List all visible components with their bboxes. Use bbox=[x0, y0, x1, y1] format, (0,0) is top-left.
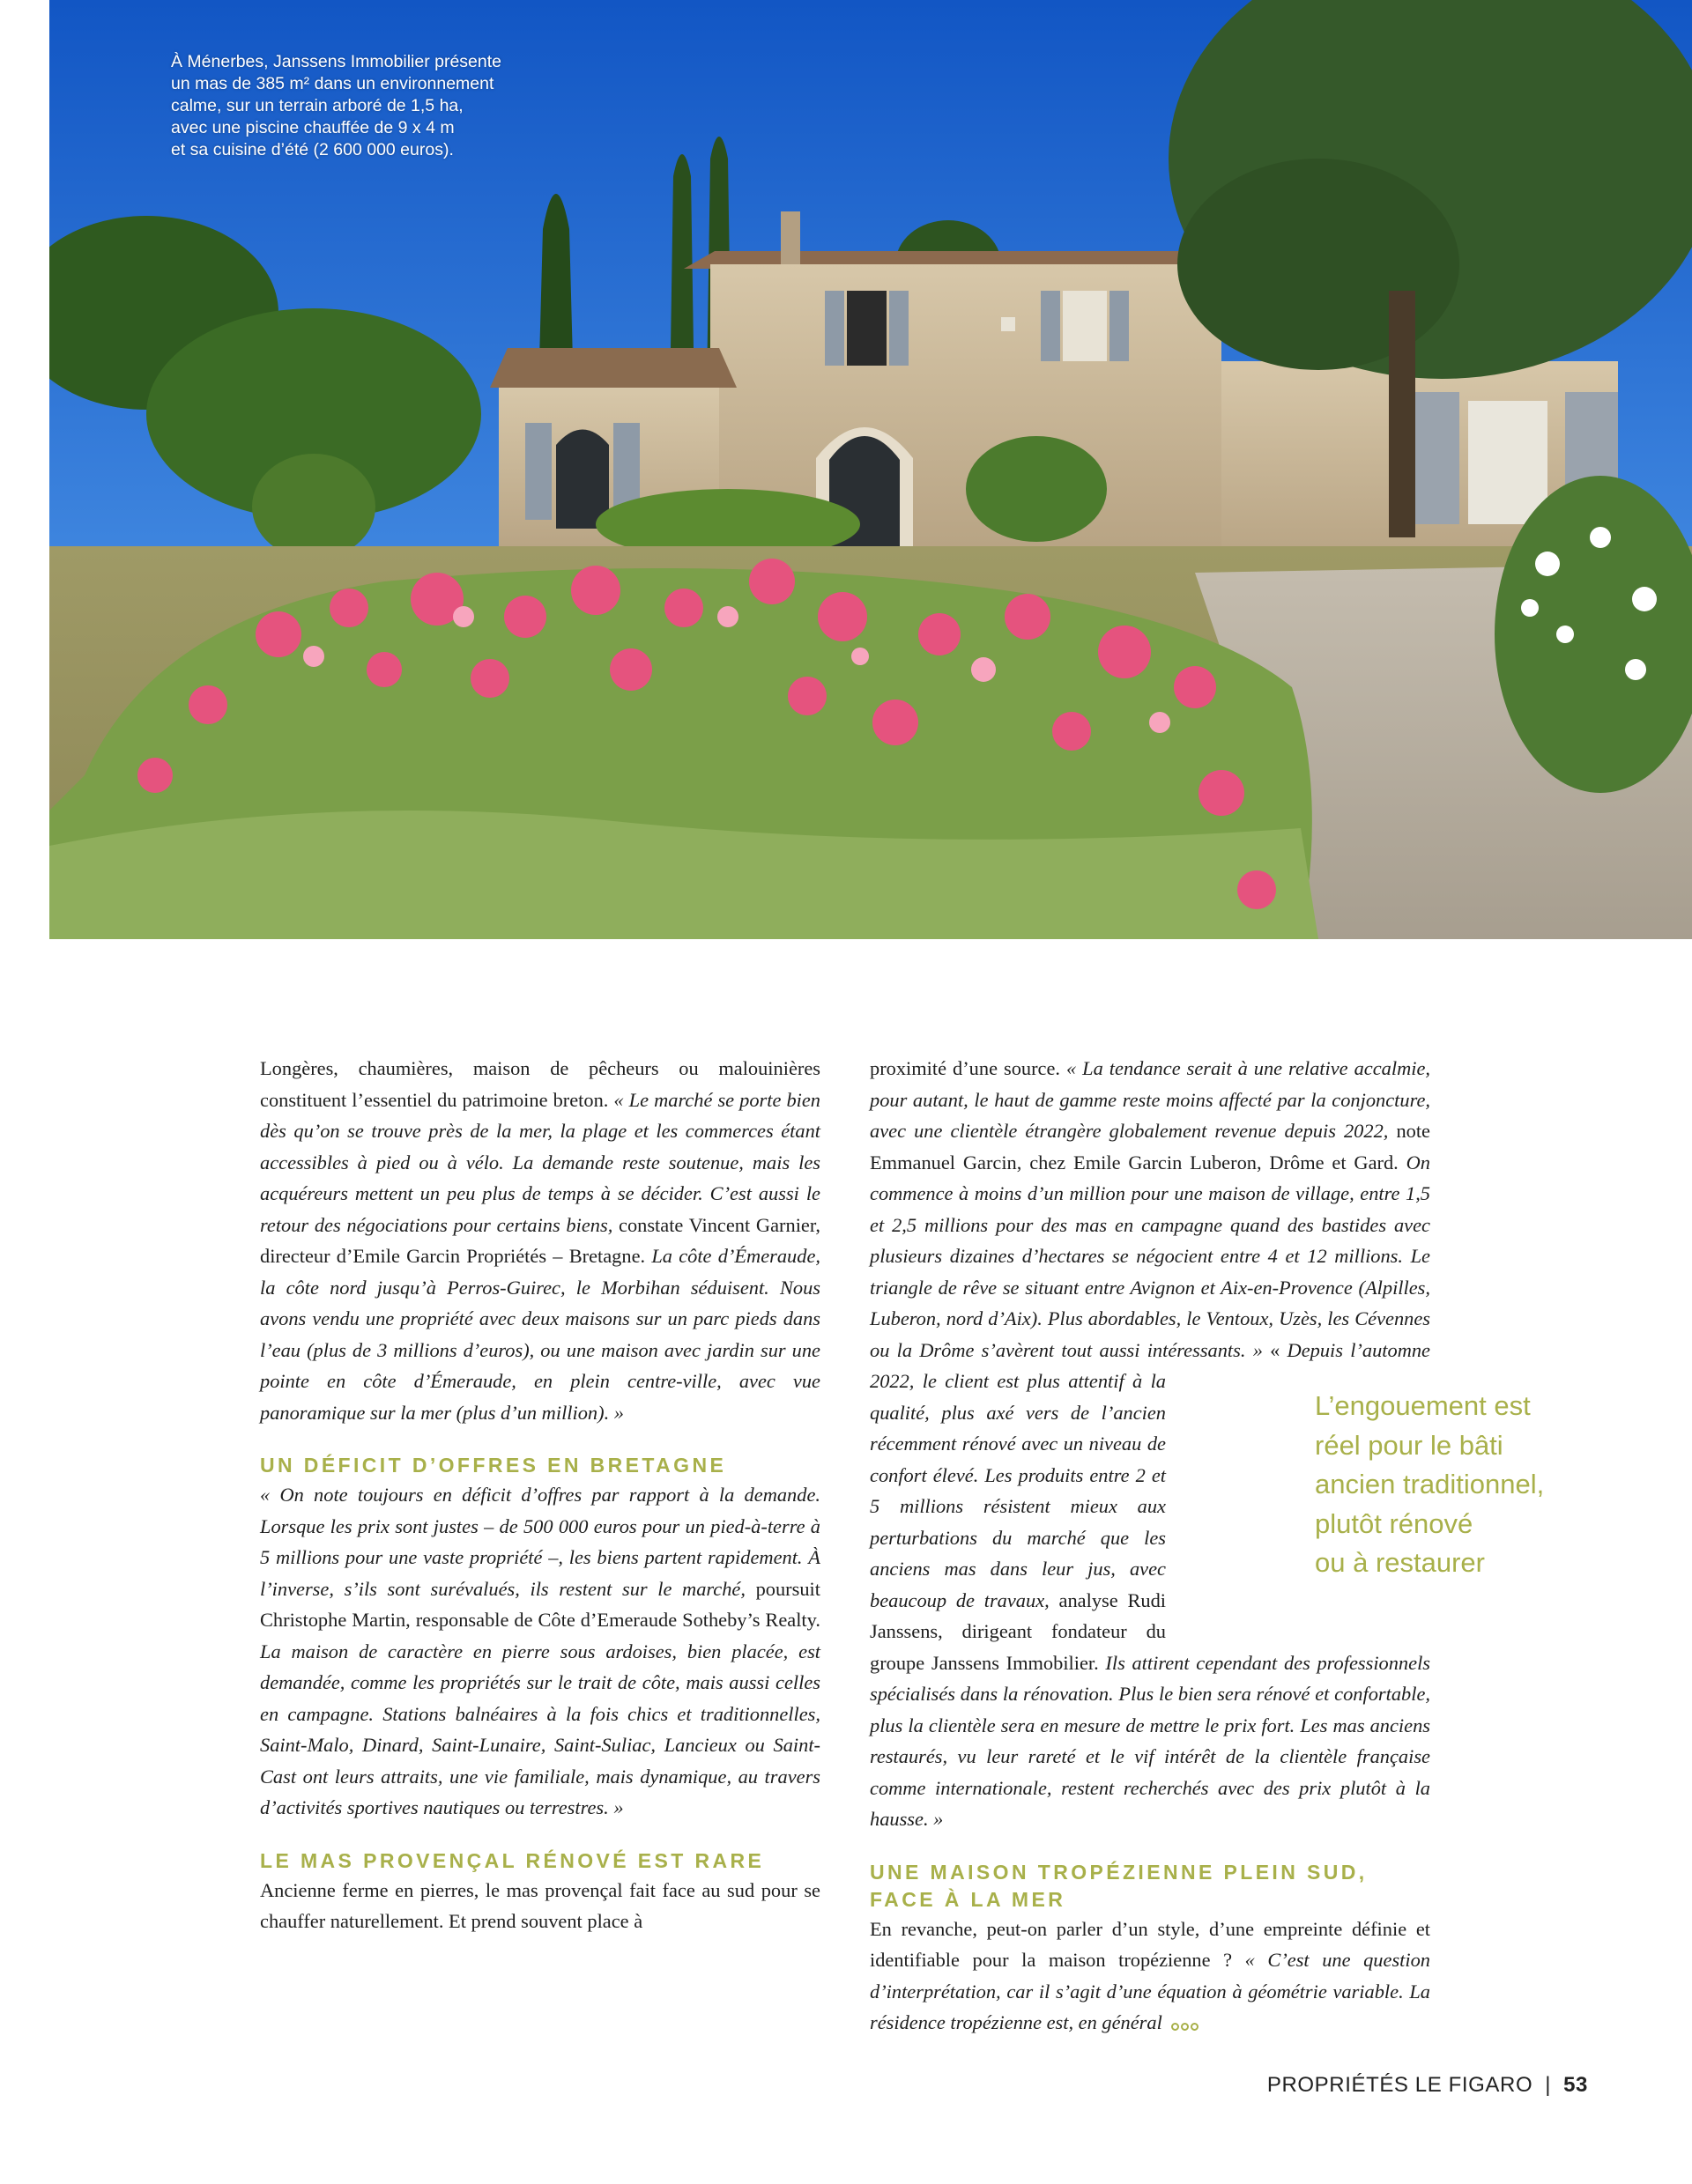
text-run: « bbox=[1262, 1338, 1288, 1361]
quote-run: « Le marché se porte bien dès qu’on se trouve près de la mer, la plage et les commerces étant accessibles à pied ou à vélo. La demande reste soutenue, mais les acquéreurs mettent un peu plus de temps à se décider. C’est aussi le retour des négociations pour certains biens, bbox=[260, 1088, 820, 1236]
pull-quote-line: plutôt rénové bbox=[1315, 1507, 1473, 1539]
heading-line: UNE MAISON TROPÉZIENNE PLEIN SUD, bbox=[870, 1860, 1368, 1884]
caption-line: un mas de 385 m² dans un environnement bbox=[171, 74, 494, 93]
continuation-icon bbox=[1171, 2009, 1200, 2040]
text-run: poursuit Christophe Martin, responsable de Côte d’Emeraude Sotheby’s Realty. bbox=[260, 1577, 820, 1631]
caption-line: et sa cuisine d’été (2 600 000 euros). bbox=[171, 140, 454, 159]
quote-run: Depuis l’automne 2022, le client est plus attentif à la qualité, plus axé vers de l’ancien récemment rénové avec un niveau de confort élevé. Les produits entre 2 et 5 millions résistent mieux aux perturbations du marché que les anciens mas dans leur jus, avec beaucoup de travaux, bbox=[870, 1338, 1430, 1611]
hero-photo bbox=[49, 0, 1692, 939]
article-paragraph bbox=[260, 1053, 820, 1428]
quote-run: « La tendance serait à une relative accalmie, pour autant, le haut de gamme reste moins affecté par la conjoncture, avec une clientèle étrangère globalement revenue depuis 2022, bbox=[870, 1057, 1430, 1142]
article-paragraph: Ancienne ferme en pierres, le mas provençal fait face au sud pour se chauffer naturellement. Et prend souvent place à bbox=[260, 1878, 820, 1932]
text-run: note Emmanuel Garcin, chez Emile Garcin Luberon, Drôme et Gard. bbox=[870, 1120, 1430, 1173]
quote-run: La côte d’Émeraude, la côte nord jusqu’à Perros-Guirec, le Morbihan séduisent. Nous avons vendu une propriété avec deux maisons sur un parc pieds dans l’eau (plus de 3 millions d’euros), ou une maison avec jardin sur une pointe en côte d’Émeraude, en plein centre-ville, avec vue panoramique sur la mer (plus d’un million). » bbox=[260, 1245, 820, 1424]
pull-quote-line: ou à restaurer bbox=[1315, 1547, 1485, 1578]
text-run: Longères, chaumières, maison de pêcheurs ou malouinières constituent l’essentiel du patrimoine breton. bbox=[260, 1057, 820, 1111]
page-number: 53 bbox=[1563, 2073, 1588, 2097]
pull-quote-line: L’engouement est bbox=[1315, 1390, 1531, 1421]
pull-quote-line: ancien traditionnel, bbox=[1315, 1469, 1545, 1499]
footer-separator: | bbox=[1545, 2073, 1552, 2097]
pull-quote bbox=[1315, 1387, 1579, 1583]
section-heading: UN DÉFICIT D’OFFRES EN BRETAGNE bbox=[260, 1454, 727, 1477]
section-heading: LE MAS PROVENÇAL RÉNOVÉ EST RARE bbox=[260, 1848, 765, 1872]
quote-run: « On note toujours en déficit d’offres par rapport à la demande. Lorsque les prix sont justes – de 500 000 euros pour un pied-à-terre à 5 millions pour une vaste propriété –, les biens partent rapidement. À l’inverse, s’ils sont surévalués, ils restent sur le marché, bbox=[260, 1484, 820, 1600]
quote-run: On commence à moins d’un million pour une maison de village, entre 1,5 et 2,5 millions pour des mas en campagne quand des bastides avec plusieurs dizaines d’hectares se négocient entre 4 et 12 millions. Le triangle de rêve se situant entre Avignon et Aix-en-Provence (Alpilles, Luberon, nord d’Aix). Plus abordables, le Ventoux, Uzès, les Cévennes ou la Drôme s’avèrent tout aussi intéressants. » bbox=[870, 1151, 1430, 1361]
publication-name: PROPRIÉTÉS LE FIGARO bbox=[1266, 2073, 1533, 2097]
page-footer bbox=[1267, 2073, 1588, 2098]
photo-caption bbox=[171, 51, 523, 161]
heading-line: FACE À LA MER bbox=[870, 1887, 1066, 1911]
article-paragraph bbox=[870, 1914, 1430, 2040]
section-heading bbox=[870, 1859, 1430, 1914]
article-column-left bbox=[260, 1053, 820, 1937]
pull-quote-line: réel pour le bâti bbox=[1315, 1429, 1503, 1461]
caption-line: avec une piscine chauffée de 9 x 4 m bbox=[171, 118, 455, 137]
article-paragraph bbox=[260, 1479, 820, 1824]
caption-line: calme, sur un terrain arboré de 1,5 ha, bbox=[171, 96, 464, 115]
text-run: analyse Rudi Janssens, dirigeant fondateur du groupe Janssens Immobilier. bbox=[870, 1588, 1166, 1674]
quote-run: La maison de caractère en pierre sous ardoises, bien placée, est demandée, comme les propriétés sur le trait de côte, mais aussi celles en campagne. Stations balnéaires à la fois chics et traditionnelles, Saint-Malo, Dinard, Saint-Lunaire, Saint-Suliac, Lancieux ou Saint-Cast ont leurs attraits, une vie familiale, mais dynamique, au travers d’activités sportives nautiques ou terrestres. » bbox=[260, 1640, 820, 1818]
caption-line: À Ménerbes, Janssens Immobilier présente bbox=[171, 52, 502, 71]
text-run: constate Vincent Garnier, directeur d’Emile Garcin Propriétés – Bretagne. bbox=[260, 1213, 821, 1267]
quote-run: Ils attirent cependant des professionnels spécialisés dans la rénovation. Plus le bien sera rénové et confortable, plus la clientèle sera en mesure de mettre le prix fort. Les mas anciens restaurés, vu leur rareté et le vif intérêt de la clientèle française comme internationale, restent recherchés avec des prix plutôt à la hausse. » bbox=[870, 1651, 1430, 1830]
text-run: En revanche, peut-on parler d’un style, d’une empreinte définie et identifiable pour la maison tropézienne ? bbox=[870, 1917, 1430, 1971]
text-run: proximité d’une source. bbox=[870, 1057, 1067, 1079]
quote-run: « C’est une question d’interprétation, car il s’agit d’une équation à géométrie variable. La résidence tropézienne est, en général bbox=[870, 1949, 1430, 2033]
